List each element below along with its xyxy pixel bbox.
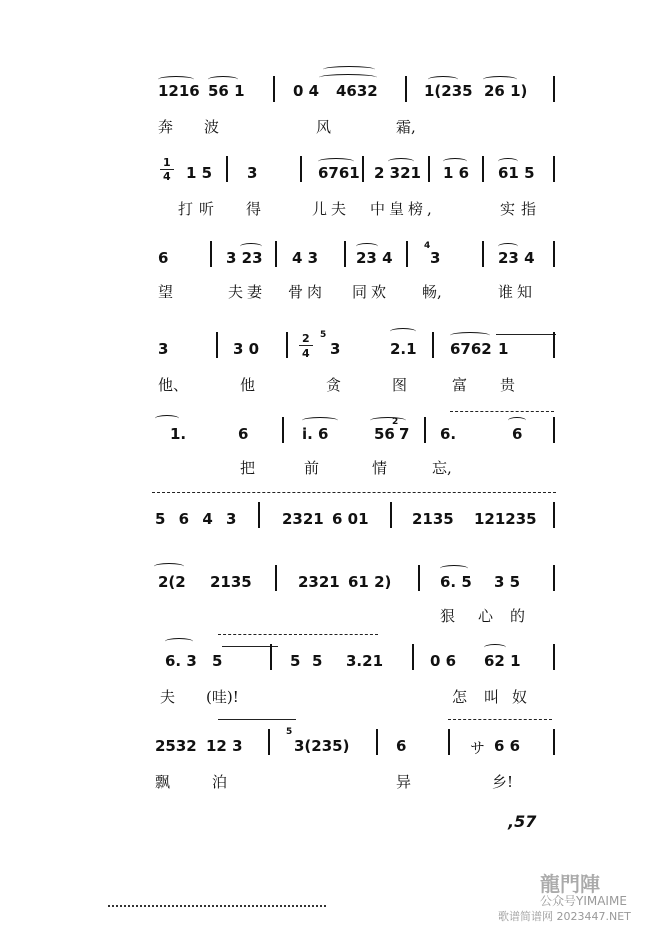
note-group: 1 5 [186,164,213,182]
note-group: 5 [212,652,223,670]
note-group: 1 6 [443,164,470,182]
bar-line [418,565,420,591]
note-group: 3 [158,340,169,358]
lyric: 打听 [178,200,221,218]
lyric: 骨肉 [288,283,327,301]
bar-line [268,729,270,755]
bar-line [553,156,555,182]
note-group: 5 [312,652,323,670]
bar-line [553,76,555,102]
lyric: 异 [396,773,412,791]
note-group: 3.21 [346,652,384,670]
note-group: 2321 [282,510,324,528]
note-group: 1. [170,425,187,443]
note-group: 6. 3 [165,652,197,670]
bar-line [406,241,408,267]
lyric: 夫妻 [228,283,267,301]
note-group: 6 [396,737,407,755]
free-meter-mark: サ [470,739,486,757]
bar-line [553,729,555,755]
watermark-logo: 龍門陣 [540,872,600,896]
note-group: 6762 [450,340,492,358]
bar-line [273,76,275,102]
note-group: 6 [512,425,523,443]
note-group: 4 3 [292,249,319,267]
note-group: 61 2) [348,573,392,591]
bar-line [482,156,484,182]
note-group: 23 4 [498,249,535,267]
time-sig-denominator: 4 [302,347,310,360]
lyric: 贵 [500,376,516,394]
note-group: 0 4 [293,82,320,100]
lyric: 贪 [326,376,342,394]
bar-line [432,332,434,358]
note-group: 3(235) [294,737,350,755]
note-group: 6 6 [494,737,521,755]
note-group: 4632 [336,82,378,100]
note-group: 62 1 [484,652,521,670]
note-group: 3 [430,249,441,267]
note-group: 61 5 [498,164,535,182]
bar-line [412,644,414,670]
grace-note: 2 [392,417,399,427]
bar-line [376,729,378,755]
note-group: 56 1 [208,82,245,100]
bar-line [553,417,555,443]
bar-line [482,241,484,267]
lyric: 图 [392,376,408,394]
bar-line [275,565,277,591]
note-group: 12 3 [206,737,243,755]
note-group: 3 0 [233,340,260,358]
lyric: 乡! [492,773,514,791]
lyric: 富 [452,376,468,394]
time-sig-numerator: 2 [302,332,310,345]
bar-line [448,729,450,755]
note-group: 3 5 [494,573,521,591]
note-group: 6. [440,425,457,443]
lyric: 忘, [432,459,452,477]
time-sig-numerator: 1 [163,156,171,169]
note-group: 1 [498,340,509,358]
note-group: 2.1 [390,340,417,358]
note-group: 6 [238,425,249,443]
note-group: 2532 [155,737,197,755]
lyric: 的 [510,607,526,625]
lyric: 实指 [500,200,543,218]
note-group: 6761 [318,164,360,182]
lyric: 情 [372,459,388,477]
bar-line [286,332,288,358]
note-group: i. 6 [302,425,329,443]
lyric: 夫 [160,688,176,706]
note-group: 0 6 [430,652,457,670]
lyric: 谁知 [498,283,537,301]
note-group: 56 [374,425,395,443]
bar-line [390,502,392,528]
lyric: 波 [204,118,220,136]
time-sig-denominator: 4 [163,170,171,183]
lyric: 泊 [212,773,228,791]
lyric: 奔 [158,118,174,136]
bar-line [300,156,302,182]
note-group: 3 [247,164,258,182]
note-group: 121235 [474,510,537,528]
page-number: ,57 [508,812,537,831]
bar-line [362,156,364,182]
lyric: 心 [478,607,494,625]
lyric: 中皇榜, [370,200,436,218]
note-group: 3 23 [226,249,263,267]
note-group: 1216 [158,82,200,100]
note-group: 26 1) [484,82,528,100]
note-group: 7 [399,425,410,443]
note-group: 6 [158,249,169,267]
bar-line [258,502,260,528]
grace-note: 5 [286,727,293,737]
note-group: 5 6 4 3 [155,510,237,528]
bar-line [405,76,407,102]
lyric: 畅, [422,283,442,301]
lyric: 同欢 [352,283,391,301]
note-group: 2135 [210,573,252,591]
bar-line [210,241,212,267]
bar-line [226,156,228,182]
lyric: 他、 [158,376,189,394]
bar-line [553,644,555,670]
bar-line [216,332,218,358]
lyric: 他 [240,376,256,394]
lyric: 得 [246,200,262,218]
lyric: 风 [316,118,332,136]
note-group: 6. 5 [440,573,472,591]
note-group: 2 321 [374,164,421,182]
scan-edge-line [108,905,326,907]
bar-line [553,565,555,591]
note-group: 2321 [298,573,340,591]
note-group: 6 01 [332,510,369,528]
note-group: 23 4 [356,249,393,267]
lyric: 把 [240,459,256,477]
bar-line [424,417,426,443]
bar-line [282,417,284,443]
bar-line [344,241,346,267]
note-group: 2(2 [158,573,186,591]
lyric: 霜, [396,118,416,136]
lyric: (哇)! [206,688,239,706]
watermark-line2: 歌谱简谱网 2023447.NET [498,910,631,923]
lyric: 儿夫 [312,200,351,218]
lyric: 奴 [512,688,528,706]
lyric: 怎 [452,688,468,706]
bar-line [553,502,555,528]
watermark-line1: 公众号YIMAIME [540,894,627,908]
bar-line [428,156,430,182]
bar-line [275,241,277,267]
note-group: 3 [330,340,341,358]
lyric: 狠 [440,607,456,625]
note-group: 1(235 [424,82,473,100]
lyric: 望 [158,283,174,301]
grace-note: 4 [424,241,431,251]
bar-line [553,241,555,267]
bar-line [553,332,555,358]
note-group: 2135 [412,510,454,528]
lyric: 飘 [155,773,171,791]
lyric: 叫 [484,688,500,706]
lyric: 前 [304,459,320,477]
grace-note: 5 [320,330,327,340]
bar-line [270,644,272,670]
note-group: 5 [290,652,301,670]
